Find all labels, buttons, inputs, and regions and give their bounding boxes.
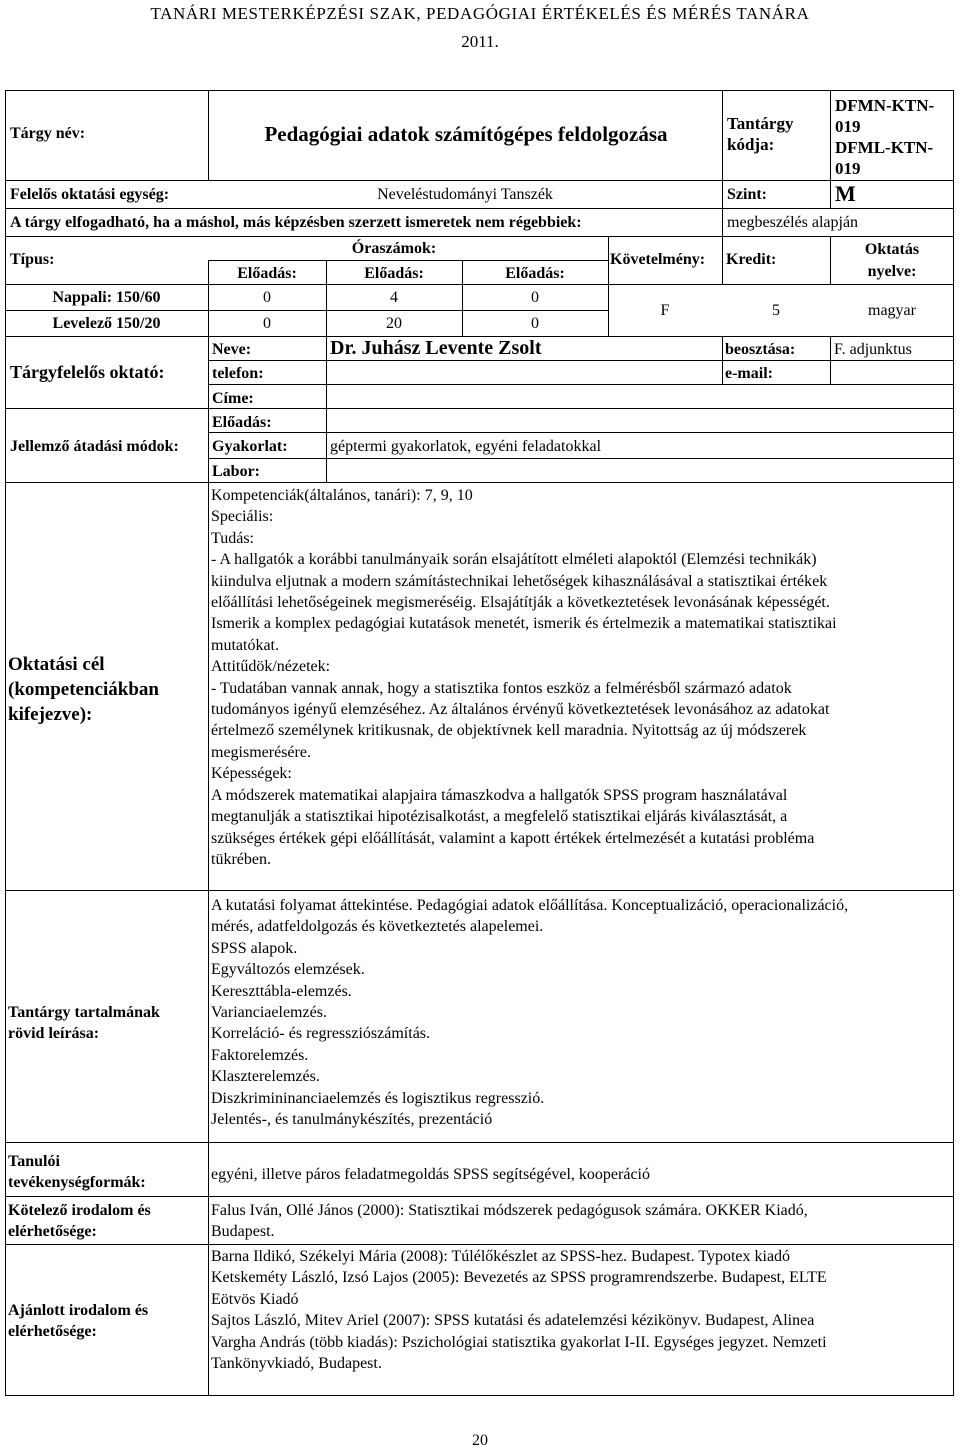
goal-label bbox=[8, 652, 159, 727]
page-number: 20 bbox=[472, 1432, 488, 1449]
goal-label-line: kifejezve): bbox=[8, 704, 93, 725]
content-label-line: Tantárgy tartalmának bbox=[8, 1004, 160, 1021]
course-code-label: Tantárgy bbox=[727, 114, 794, 133]
lab-label: Labor: bbox=[212, 463, 260, 480]
grid-line bbox=[5, 284, 954, 285]
document-header: TANÁRI MESTERKÉPZÉSI SZAK, PEDAGÓGIAI ÉRTÉKELÉS ÉS MÉRÉS TANÁRA bbox=[150, 4, 810, 23]
hours-label: Óraszámok: bbox=[351, 240, 437, 257]
recommended-literature-label bbox=[8, 1300, 148, 1343]
column-header: Előadás: bbox=[237, 265, 297, 282]
lecture-label: Előadás: bbox=[212, 414, 272, 431]
course-code-line: 019 bbox=[835, 117, 861, 136]
goal-line: értelmező személynek kritikusnak, de objektívnek kell maradnia. Nyitottság az új módszerek bbox=[211, 722, 807, 740]
full-time-label: Nappali: 150/60 bbox=[52, 289, 161, 306]
grid-line bbox=[5, 180, 954, 181]
grid-line bbox=[326, 336, 327, 482]
phone-label: telefon: bbox=[212, 365, 264, 382]
recommended-literature-label-line: Ajánlott irodalom és bbox=[8, 1302, 149, 1319]
modes-label: Jellemző átadási módok: bbox=[10, 438, 179, 455]
grid-line bbox=[5, 890, 954, 891]
language-label: nyelve: bbox=[867, 263, 917, 280]
grid-line bbox=[208, 432, 954, 433]
goal-line: Képességek: bbox=[211, 765, 292, 783]
content-label bbox=[8, 1002, 160, 1045]
goal-line: megtanulják a statisztikai hipotézisalkotást, a megfelelő statisztikai eljárás kiválasztását, a bbox=[211, 808, 788, 826]
grid-line bbox=[5, 310, 608, 311]
grid-line bbox=[830, 90, 831, 208]
correspondence-label: Levelező 150/20 bbox=[52, 315, 161, 332]
goal-line: előállítási lehetőségeinek megismeréséig. Elsajátítják a következtetések levonásának képességét. bbox=[211, 594, 830, 612]
required-literature-label bbox=[8, 1200, 151, 1243]
goal-line: Ismerik a komplex pedagógiai kutatások menetét, ismerik és értelmezik a matematikai statisztikai bbox=[211, 615, 837, 633]
grid-line bbox=[722, 90, 723, 236]
hours-value: 4 bbox=[390, 289, 398, 306]
grid-line bbox=[5, 208, 954, 209]
language-label: Oktatás bbox=[864, 241, 920, 258]
literature-line: Falus Iván, Ollé János (2000): Statisztikai módszerek pedagógusok számára. OKKER Kiadó, bbox=[211, 1202, 808, 1219]
instructor-name-label: Neve: bbox=[212, 341, 252, 358]
content-line: mérés, adatfeldolgozás és következtetés alapelemei. bbox=[211, 918, 544, 936]
activity-label-line: Tanulói bbox=[8, 1153, 60, 1170]
grid-line bbox=[5, 236, 954, 237]
grid-line bbox=[208, 260, 608, 261]
literature-line: Vargha András (több kiadás): Pszichológiai statisztika gyakorlat I-II. Egységes jegyzet. Nemzeti bbox=[211, 1333, 827, 1351]
required-literature-label-line: Kötelező irodalom és bbox=[8, 1202, 151, 1219]
acceptance-value: megbeszélés alapján bbox=[727, 214, 859, 231]
credit-value: 5 bbox=[772, 302, 780, 319]
required-literature-label-line: elérhetősége: bbox=[8, 1223, 97, 1241]
course-name-label: Tárgy név: bbox=[10, 125, 86, 142]
grid-line bbox=[830, 336, 831, 384]
goal-text bbox=[211, 485, 837, 870]
recommended-literature-text bbox=[211, 1246, 827, 1374]
content-line: Egyváltozós elemzések. bbox=[211, 961, 365, 979]
course-code-line: DFMN-KTN- bbox=[835, 96, 935, 115]
goal-line: Tudás: bbox=[211, 529, 254, 547]
grid-line bbox=[208, 260, 209, 1396]
hours-value: 0 bbox=[263, 289, 271, 306]
course-code-line: 019 bbox=[835, 159, 861, 178]
grid-line bbox=[608, 236, 609, 336]
position-value: F. adjunktus bbox=[834, 341, 912, 358]
requirement-label: Követelmény: bbox=[610, 251, 706, 268]
language-value: magyar bbox=[868, 302, 916, 319]
practice-label: Gyakorlat: bbox=[212, 438, 288, 455]
grid-line bbox=[5, 482, 954, 483]
goal-line: tükrében. bbox=[211, 850, 271, 868]
grid-line bbox=[208, 90, 209, 180]
goal-line: - A hallgatók a korábbi tanulmányaik során elsajátított elméleti alapoktól (Elemzési technikák) bbox=[211, 551, 817, 569]
literature-line: Tankönyvkiadó, Budapest. bbox=[211, 1355, 382, 1373]
hours-value: 20 bbox=[386, 315, 402, 332]
document-year: 2011. bbox=[461, 32, 499, 51]
grid-line bbox=[208, 458, 954, 459]
type-label: Típus: bbox=[10, 251, 55, 268]
goal-line: szükséges értékek gépi előállítását, valamint a kapott értékek értelmezését a kutatási probléma bbox=[211, 829, 815, 847]
instructor-label: Tárgyfelelős oktató: bbox=[10, 362, 165, 382]
hours-value: 0 bbox=[531, 289, 539, 306]
goal-label-line: (kompetenciákban bbox=[8, 679, 159, 700]
level-label: Szint: bbox=[727, 186, 767, 203]
unit-value: Neveléstudományi Tanszék bbox=[377, 186, 553, 203]
content-line: Kereszttábla-elemzés. bbox=[211, 982, 352, 1000]
grid-line bbox=[5, 1142, 954, 1143]
content-line: Diszkrimininanciaelemzés és logisztikus regresszió. bbox=[211, 1089, 545, 1107]
course-code-label: kódja: bbox=[727, 135, 775, 154]
content-line: Varianciaelemzés. bbox=[211, 1004, 327, 1022]
credit-label: Kredit: bbox=[726, 251, 777, 268]
literature-line: Sajtos László, Mitev Ariel (2007): SPSS kutatási és adatelemzési kézikönyv. Budapest, Alinea bbox=[211, 1312, 815, 1330]
content-line: Faktorelemzés. bbox=[211, 1046, 309, 1064]
acceptance-label: A tárgy elfogadható, ha a máshol, más képzésben szerzett ismeretek nem régebbiek: bbox=[10, 214, 582, 231]
literature-line: Ketskeméty László, Izsó Lajos (2005): Bevezetés az SPSS programrendszerbe. Budapest, ELTE bbox=[211, 1269, 827, 1287]
goal-line: A módszerek matematikai alapjaira támaszkodva a hallgatók SPSS program használatával bbox=[211, 786, 788, 804]
content-label-line: rövid leírása: bbox=[8, 1025, 100, 1043]
literature-line: Budapest. bbox=[211, 1223, 275, 1241]
activity-label bbox=[8, 1151, 146, 1194]
requirement-value: F bbox=[660, 302, 670, 319]
course-code bbox=[835, 95, 934, 179]
activity-label-line: tevékenységformák: bbox=[8, 1174, 146, 1192]
hours-value: 0 bbox=[263, 315, 271, 332]
grid-line bbox=[722, 336, 723, 384]
course-title: Pedagógiai adatok számítógépes feldolgozása bbox=[264, 122, 668, 146]
grid-line bbox=[208, 360, 954, 361]
goal-line: Kompetenciák(általános, tanári): 7, 9, 10 bbox=[211, 487, 473, 504]
goal-line: tudományos igényű elemzéséhez. Az általános érvényű következtetések levonásához az adatokat bbox=[211, 701, 830, 719]
goal-line: mutatókat. bbox=[211, 636, 279, 654]
grid-line bbox=[722, 236, 723, 284]
practice-value: géptermi gyakorlatok, egyéni feladatokkal bbox=[330, 438, 602, 455]
goal-line: kiindulva eljutnak a modern számítástechnikai lehetőségek kihasználásával a statisztikai értékek bbox=[211, 572, 828, 590]
column-header: Előadás: bbox=[505, 265, 565, 282]
hours-value: 0 bbox=[531, 315, 539, 332]
activity-value: egyéni, illetve páros feladatmegoldás SPSS segítségével, kooperáció bbox=[211, 1166, 650, 1183]
goal-line: Attitűdök/nézetek: bbox=[211, 658, 331, 676]
content-line: Klaszterelemzés. bbox=[211, 1068, 320, 1086]
content-line: Jelentés-, és tanulmánykészítés, prezentáció bbox=[211, 1111, 493, 1129]
course-code-line: DFML-KTN- bbox=[835, 138, 934, 157]
content-line: SPSS alapok. bbox=[211, 939, 298, 957]
email-label: e-mail: bbox=[725, 365, 773, 382]
content-line: Korreláció- és regressziószámítás. bbox=[211, 1025, 431, 1043]
literature-line: Eötvös Kiadó bbox=[211, 1290, 299, 1308]
position-label: beosztása: bbox=[725, 341, 796, 358]
address-label: Címe: bbox=[212, 390, 254, 407]
unit-label: Felelős oktatási egység: bbox=[10, 186, 170, 203]
content-line: A kutatási folyamat áttekintése. Pedagógiai adatok előállítása. Konceptualizáció, operacionalizáció, bbox=[211, 897, 849, 914]
instructor-name: Dr. Juhász Levente Zsolt bbox=[330, 337, 542, 359]
literature-line: Barna Ildikó, Székelyi Mária (2008): Túlélőkészlet az SPSS-hez. Budapest. Typotex kiadó bbox=[211, 1248, 791, 1265]
recommended-literature-label-line: elérhetősége: bbox=[8, 1323, 97, 1341]
level-value: M bbox=[835, 181, 856, 206]
goal-line: Speciális: bbox=[211, 508, 274, 526]
grid-line bbox=[5, 1244, 954, 1245]
required-literature-text bbox=[211, 1200, 808, 1243]
grid-line bbox=[5, 408, 954, 409]
goal-label-line: Oktatási cél bbox=[8, 654, 105, 675]
goal-line: - Tudatában vannak annak, hogy a statisztika fontos eszköz a felmérésből származó adatok bbox=[211, 679, 792, 697]
content-text bbox=[211, 895, 848, 1130]
grid-line bbox=[5, 1196, 954, 1197]
goal-line: megismerésére. bbox=[211, 743, 311, 761]
grid-line bbox=[208, 384, 954, 385]
column-header: Előadás: bbox=[364, 265, 424, 282]
